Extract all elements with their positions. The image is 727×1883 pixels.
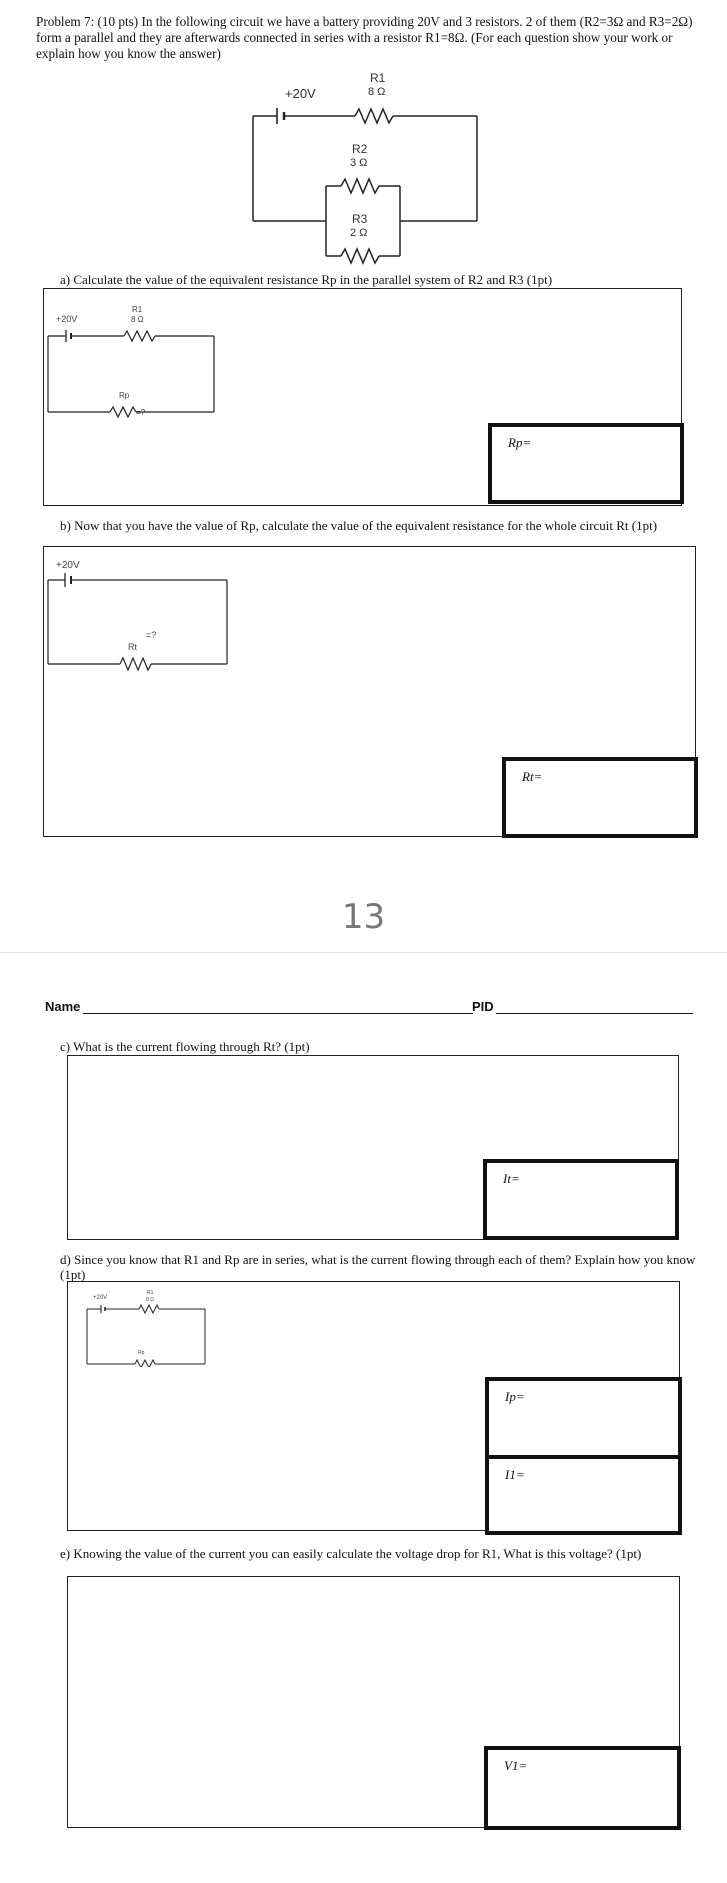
name-label: Name (45, 999, 81, 1014)
r1-name: R1 (370, 71, 386, 85)
rt-answer-box[interactable] (502, 757, 698, 838)
question-b-text: b) Now that you have the value of Rp, calculate the value of the equivalent resistance for the whole circuit Rt (1pt) (60, 518, 658, 533)
pid-label: PID (472, 999, 494, 1014)
svg-text:Rp: Rp (138, 1350, 145, 1356)
it-answer-label: It= (503, 1171, 520, 1186)
v1-answer-box[interactable] (484, 1746, 681, 1830)
svg-text:8 Ω: 8 Ω (146, 1297, 154, 1303)
r1-resistor (355, 109, 393, 123)
i1-answer-box[interactable] (485, 1455, 682, 1535)
pid-line[interactable] (496, 1013, 693, 1014)
question-a-text: a) Calculate the value of the equivalent resistance Rp in the parallel system of R2 and R3 (1pt) (60, 272, 553, 287)
question-e-text: e) Knowing the value of the current you can easily calculate the voltage drop for R1, What is this voltage? (1pt) (60, 1546, 642, 1561)
problem-intro: Problem 7: (10 pts) In the following circuit we have a battery providing 20V and 3 resistors. 2 of them (R2=3Ω and R3=2Ω) form a parallel and they are afterwards connected in series with a resistor R1=8Ω. (For each question show your work or explain how you know the answer) (36, 14, 693, 61)
svg-text:8 Ω: 8 Ω (131, 315, 144, 324)
svg-text:+20V: +20V (93, 1295, 108, 1301)
svg-text:=?: =? (136, 408, 146, 417)
rp-answer-box[interactable] (488, 423, 684, 504)
r3-name: R3 (352, 212, 368, 226)
question-d-text: d) Since you know that R1 and Rp are in series, what is the current flowing through each of them? Explain how you know (1pt) (60, 1252, 696, 1282)
svg-text:Rt: Rt (128, 642, 137, 652)
question-a-diagram (44, 300, 224, 420)
page-divider (0, 952, 727, 953)
r2-name: R2 (352, 142, 368, 156)
main-circuit-diagram (240, 66, 490, 271)
r3-resistor (341, 249, 379, 263)
question-d-diagram (83, 1287, 213, 1367)
page-number: 13 (341, 897, 386, 937)
rp-answer-label: Rp= (508, 435, 532, 450)
r2-resistor (341, 179, 379, 193)
name-line[interactable] (83, 1013, 473, 1014)
rt-answer-label: Rt= (522, 769, 543, 784)
v1-answer-label: V1= (504, 1758, 528, 1773)
r2-value: 3 Ω (350, 157, 368, 169)
ip-answer-label: Ip= (505, 1389, 525, 1404)
i1-answer-label: I1= (505, 1467, 525, 1482)
svg-text:R1: R1 (132, 305, 143, 314)
svg-text:=?: =? (146, 630, 157, 640)
r3-value: 2 Ω (350, 227, 368, 239)
svg-text:+20V: +20V (56, 314, 78, 324)
r1-value: 8 Ω (368, 86, 386, 98)
svg-text:Rp: Rp (119, 391, 130, 400)
svg-text:R1: R1 (147, 1290, 154, 1296)
question-c-text: c) What is the current flowing through Rt? (1pt) (60, 1039, 310, 1054)
svg-text:+20V: +20V (56, 560, 80, 571)
question-b-diagram (44, 556, 234, 676)
it-answer-box[interactable] (483, 1159, 679, 1240)
ip-answer-box[interactable] (485, 1377, 682, 1459)
battery-label: +20V (285, 86, 316, 101)
